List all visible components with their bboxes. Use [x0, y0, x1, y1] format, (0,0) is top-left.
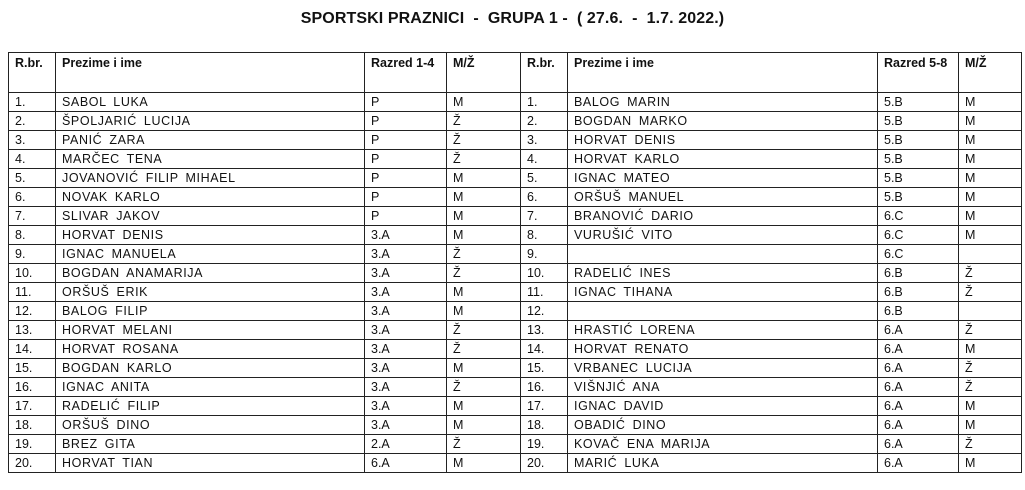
cell-left-sex: M [447, 454, 521, 473]
cell-right-num: 3. [521, 131, 568, 150]
cell-left-name: BREZ GITA [56, 435, 365, 454]
table-row [9, 150, 1022, 169]
cell-right-grade: 6.A [878, 340, 959, 359]
header-row [9, 53, 1022, 93]
table-row [9, 93, 1022, 112]
cell-right-sex: Ž [959, 321, 1022, 340]
cell-left-name: HORVAT DENIS [56, 226, 365, 245]
cell-left-sex: Ž [447, 150, 521, 169]
cell-left-num: 6. [9, 188, 56, 207]
table-row [9, 283, 1022, 302]
cell-left-name: MARČEC TENA [56, 150, 365, 169]
cell-left-sex: Ž [447, 264, 521, 283]
cell-left-sex: M [447, 226, 521, 245]
cell-left-grade: 2.A [365, 435, 447, 454]
cell-right-grade: 5.B [878, 169, 959, 188]
cell-right-name [568, 302, 878, 321]
cell-left-name: RADELIĆ FILIP [56, 397, 365, 416]
header-left-sex: M/Ž [447, 53, 521, 93]
cell-left-grade: 3.A [365, 416, 447, 435]
cell-left-num: 2. [9, 112, 56, 131]
cell-right-grade: 5.B [878, 188, 959, 207]
roster-body [9, 93, 1022, 473]
cell-right-name: VURUŠIĆ VITO [568, 226, 878, 245]
cell-right-sex: Ž [959, 359, 1022, 378]
cell-left-grade: 3.A [365, 264, 447, 283]
cell-left-name: PANIĆ ZARA [56, 131, 365, 150]
cell-left-num: 12. [9, 302, 56, 321]
cell-left-grade: P [365, 207, 447, 226]
cell-right-grade: 5.B [878, 93, 959, 112]
cell-left-grade: 3.A [365, 226, 447, 245]
cell-left-grade: 6.A [365, 454, 447, 473]
cell-left-num: 13. [9, 321, 56, 340]
cell-left-sex: M [447, 207, 521, 226]
header-right-name: Prezime i ime [568, 53, 878, 93]
cell-right-num: 19. [521, 435, 568, 454]
cell-right-name: BALOG MARIN [568, 93, 878, 112]
cell-right-sex: M [959, 150, 1022, 169]
cell-right-sex: M [959, 416, 1022, 435]
cell-right-num: 6. [521, 188, 568, 207]
cell-left-sex: M [447, 397, 521, 416]
cell-right-num: 11. [521, 283, 568, 302]
cell-left-grade: 3.A [365, 245, 447, 264]
table-row [9, 397, 1022, 416]
cell-left-name: IGNAC ANITA [56, 378, 365, 397]
table-row [9, 416, 1022, 435]
cell-left-sex: Ž [447, 321, 521, 340]
table-row [9, 188, 1022, 207]
cell-right-name: IGNAC TIHANA [568, 283, 878, 302]
table-row [9, 435, 1022, 454]
cell-right-name: HORVAT RENATO [568, 340, 878, 359]
table-row [9, 321, 1022, 340]
cell-left-grade: P [365, 131, 447, 150]
cell-left-name: ORŠUŠ DINO [56, 416, 365, 435]
cell-left-name: BALOG FILIP [56, 302, 365, 321]
cell-right-sex: Ž [959, 378, 1022, 397]
cell-right-num: 8. [521, 226, 568, 245]
cell-right-grade: 6.B [878, 302, 959, 321]
cell-right-num: 9. [521, 245, 568, 264]
cell-left-grade: 3.A [365, 340, 447, 359]
cell-right-sex: M [959, 169, 1022, 188]
cell-right-grade: 6.C [878, 207, 959, 226]
cell-left-num: 8. [9, 226, 56, 245]
cell-right-name: BRANOVIĆ DARIO [568, 207, 878, 226]
cell-right-grade: 6.C [878, 226, 959, 245]
cell-left-num: 16. [9, 378, 56, 397]
cell-right-sex: M [959, 93, 1022, 112]
cell-right-name: VIŠNJIĆ ANA [568, 378, 878, 397]
cell-right-sex: Ž [959, 435, 1022, 454]
cell-right-grade: 6.A [878, 397, 959, 416]
cell-right-sex: M [959, 131, 1022, 150]
cell-left-num: 10. [9, 264, 56, 283]
cell-right-grade: 6.A [878, 359, 959, 378]
cell-right-num: 1. [521, 93, 568, 112]
cell-left-num: 4. [9, 150, 56, 169]
table-row [9, 245, 1022, 264]
roster-table [8, 52, 1022, 473]
header-left-num: R.br. [9, 53, 56, 93]
cell-right-num: 4. [521, 150, 568, 169]
cell-right-name: RADELIĆ INES [568, 264, 878, 283]
cell-right-grade: 6.A [878, 435, 959, 454]
table-row [9, 264, 1022, 283]
cell-right-sex: M [959, 397, 1022, 416]
cell-left-grade: P [365, 112, 447, 131]
cell-right-name: HORVAT KARLO [568, 150, 878, 169]
cell-left-name: HORVAT TIAN [56, 454, 365, 473]
cell-left-num: 3. [9, 131, 56, 150]
table-row [9, 131, 1022, 150]
table-row [9, 359, 1022, 378]
cell-left-num: 17. [9, 397, 56, 416]
cell-right-num: 15. [521, 359, 568, 378]
cell-left-name: ORŠUŠ ERIK [56, 283, 365, 302]
cell-left-grade: P [365, 188, 447, 207]
cell-right-sex [959, 245, 1022, 264]
cell-left-num: 11. [9, 283, 56, 302]
cell-right-num: 16. [521, 378, 568, 397]
cell-left-sex: M [447, 302, 521, 321]
header-left-grade: Razred 1-4 [365, 53, 447, 93]
cell-right-num: 18. [521, 416, 568, 435]
cell-right-sex: Ž [959, 283, 1022, 302]
table-row [9, 169, 1022, 188]
cell-left-grade: 3.A [365, 302, 447, 321]
cell-right-grade: 6.B [878, 264, 959, 283]
cell-right-sex: M [959, 454, 1022, 473]
cell-left-grade: 3.A [365, 283, 447, 302]
cell-left-name: BOGDAN ANAMARIJA [56, 264, 365, 283]
header-right-grade: Razred 5-8 [878, 53, 959, 93]
cell-right-name: OBADIĆ DINO [568, 416, 878, 435]
cell-left-sex: M [447, 188, 521, 207]
cell-left-num: 7. [9, 207, 56, 226]
table-row [9, 340, 1022, 359]
cell-left-num: 18. [9, 416, 56, 435]
cell-right-grade: 5.B [878, 112, 959, 131]
cell-left-name: SLIVAR JAKOV [56, 207, 365, 226]
cell-left-name: IGNAC MANUELA [56, 245, 365, 264]
cell-right-sex: M [959, 340, 1022, 359]
table-row [9, 378, 1022, 397]
table-row [9, 454, 1022, 473]
cell-right-num: 12. [521, 302, 568, 321]
cell-right-sex: Ž [959, 264, 1022, 283]
cell-right-sex: M [959, 112, 1022, 131]
cell-right-grade: 6.A [878, 321, 959, 340]
document-title: SPORTSKI PRAZNICI - GRUPA 1 - ( 27.6. - 1.7. 2022.) [300, 10, 725, 27]
cell-right-name: HRASTIĆ LORENA [568, 321, 878, 340]
cell-right-num: 17. [521, 397, 568, 416]
cell-left-num: 20. [9, 454, 56, 473]
cell-left-name: HORVAT ROSANA [56, 340, 365, 359]
cell-right-num: 5. [521, 169, 568, 188]
cell-right-num: 13. [521, 321, 568, 340]
cell-right-grade: 5.B [878, 131, 959, 150]
cell-left-grade: 3.A [365, 378, 447, 397]
cell-right-name: HORVAT DENIS [568, 131, 878, 150]
cell-right-sex: M [959, 207, 1022, 226]
cell-left-sex: M [447, 416, 521, 435]
cell-left-name: NOVAK KARLO [56, 188, 365, 207]
cell-left-num: 1. [9, 93, 56, 112]
cell-right-grade: 6.A [878, 378, 959, 397]
cell-right-num: 10. [521, 264, 568, 283]
cell-left-sex: M [447, 283, 521, 302]
table-row [9, 302, 1022, 321]
table-row [9, 226, 1022, 245]
cell-left-sex: M [447, 359, 521, 378]
cell-right-sex [959, 302, 1022, 321]
cell-right-grade: 6.B [878, 283, 959, 302]
cell-right-num: 2. [521, 112, 568, 131]
cell-left-grade: 3.A [365, 321, 447, 340]
cell-left-num: 14. [9, 340, 56, 359]
cell-left-sex: Ž [447, 340, 521, 359]
cell-right-grade: 5.B [878, 150, 959, 169]
cell-left-sex: Ž [447, 131, 521, 150]
cell-right-name: IGNAC DAVID [568, 397, 878, 416]
cell-right-grade: 6.C [878, 245, 959, 264]
header-right-num: R.br. [521, 53, 568, 93]
cell-right-name: BOGDAN MARKO [568, 112, 878, 131]
cell-right-name: KOVAČ ENA MARIJA [568, 435, 878, 454]
cell-left-num: 9. [9, 245, 56, 264]
cell-left-grade: P [365, 169, 447, 188]
cell-left-grade: 3.A [365, 359, 447, 378]
cell-left-name: HORVAT MELANI [56, 321, 365, 340]
cell-left-grade: P [365, 150, 447, 169]
cell-left-sex: Ž [447, 378, 521, 397]
cell-left-num: 15. [9, 359, 56, 378]
cell-left-sex: Ž [447, 435, 521, 454]
cell-right-name: VRBANEC LUCIJA [568, 359, 878, 378]
cell-right-num: 7. [521, 207, 568, 226]
cell-right-name: MARIĆ LUKA [568, 454, 878, 473]
cell-left-sex: Ž [447, 112, 521, 131]
table-row [9, 207, 1022, 226]
cell-right-name: IGNAC MATEO [568, 169, 878, 188]
cell-left-sex: M [447, 169, 521, 188]
cell-left-sex: M [447, 93, 521, 112]
header-right-sex: M/Ž [959, 53, 1022, 93]
cell-right-name [568, 245, 878, 264]
cell-left-name: JOVANOVIĆ FILIP MIHAEL [56, 169, 365, 188]
cell-right-grade: 6.A [878, 416, 959, 435]
cell-right-num: 14. [521, 340, 568, 359]
cell-left-sex: Ž [447, 245, 521, 264]
table-row [9, 112, 1022, 131]
cell-left-num: 5. [9, 169, 56, 188]
header-left-name: Prezime i ime [56, 53, 365, 93]
cell-left-grade: P [365, 93, 447, 112]
cell-right-sex: M [959, 226, 1022, 245]
cell-right-sex: M [959, 188, 1022, 207]
cell-left-num: 19. [9, 435, 56, 454]
cell-right-num: 20. [521, 454, 568, 473]
cell-left-name: BOGDAN KARLO [56, 359, 365, 378]
cell-right-grade: 6.A [878, 454, 959, 473]
cell-left-grade: 3.A [365, 397, 447, 416]
cell-left-name: ŠPOLJARIĆ LUCIJA [56, 112, 365, 131]
cell-right-name: ORŠUŠ MANUEL [568, 188, 878, 207]
cell-left-name: SABOL LUKA [56, 93, 365, 112]
